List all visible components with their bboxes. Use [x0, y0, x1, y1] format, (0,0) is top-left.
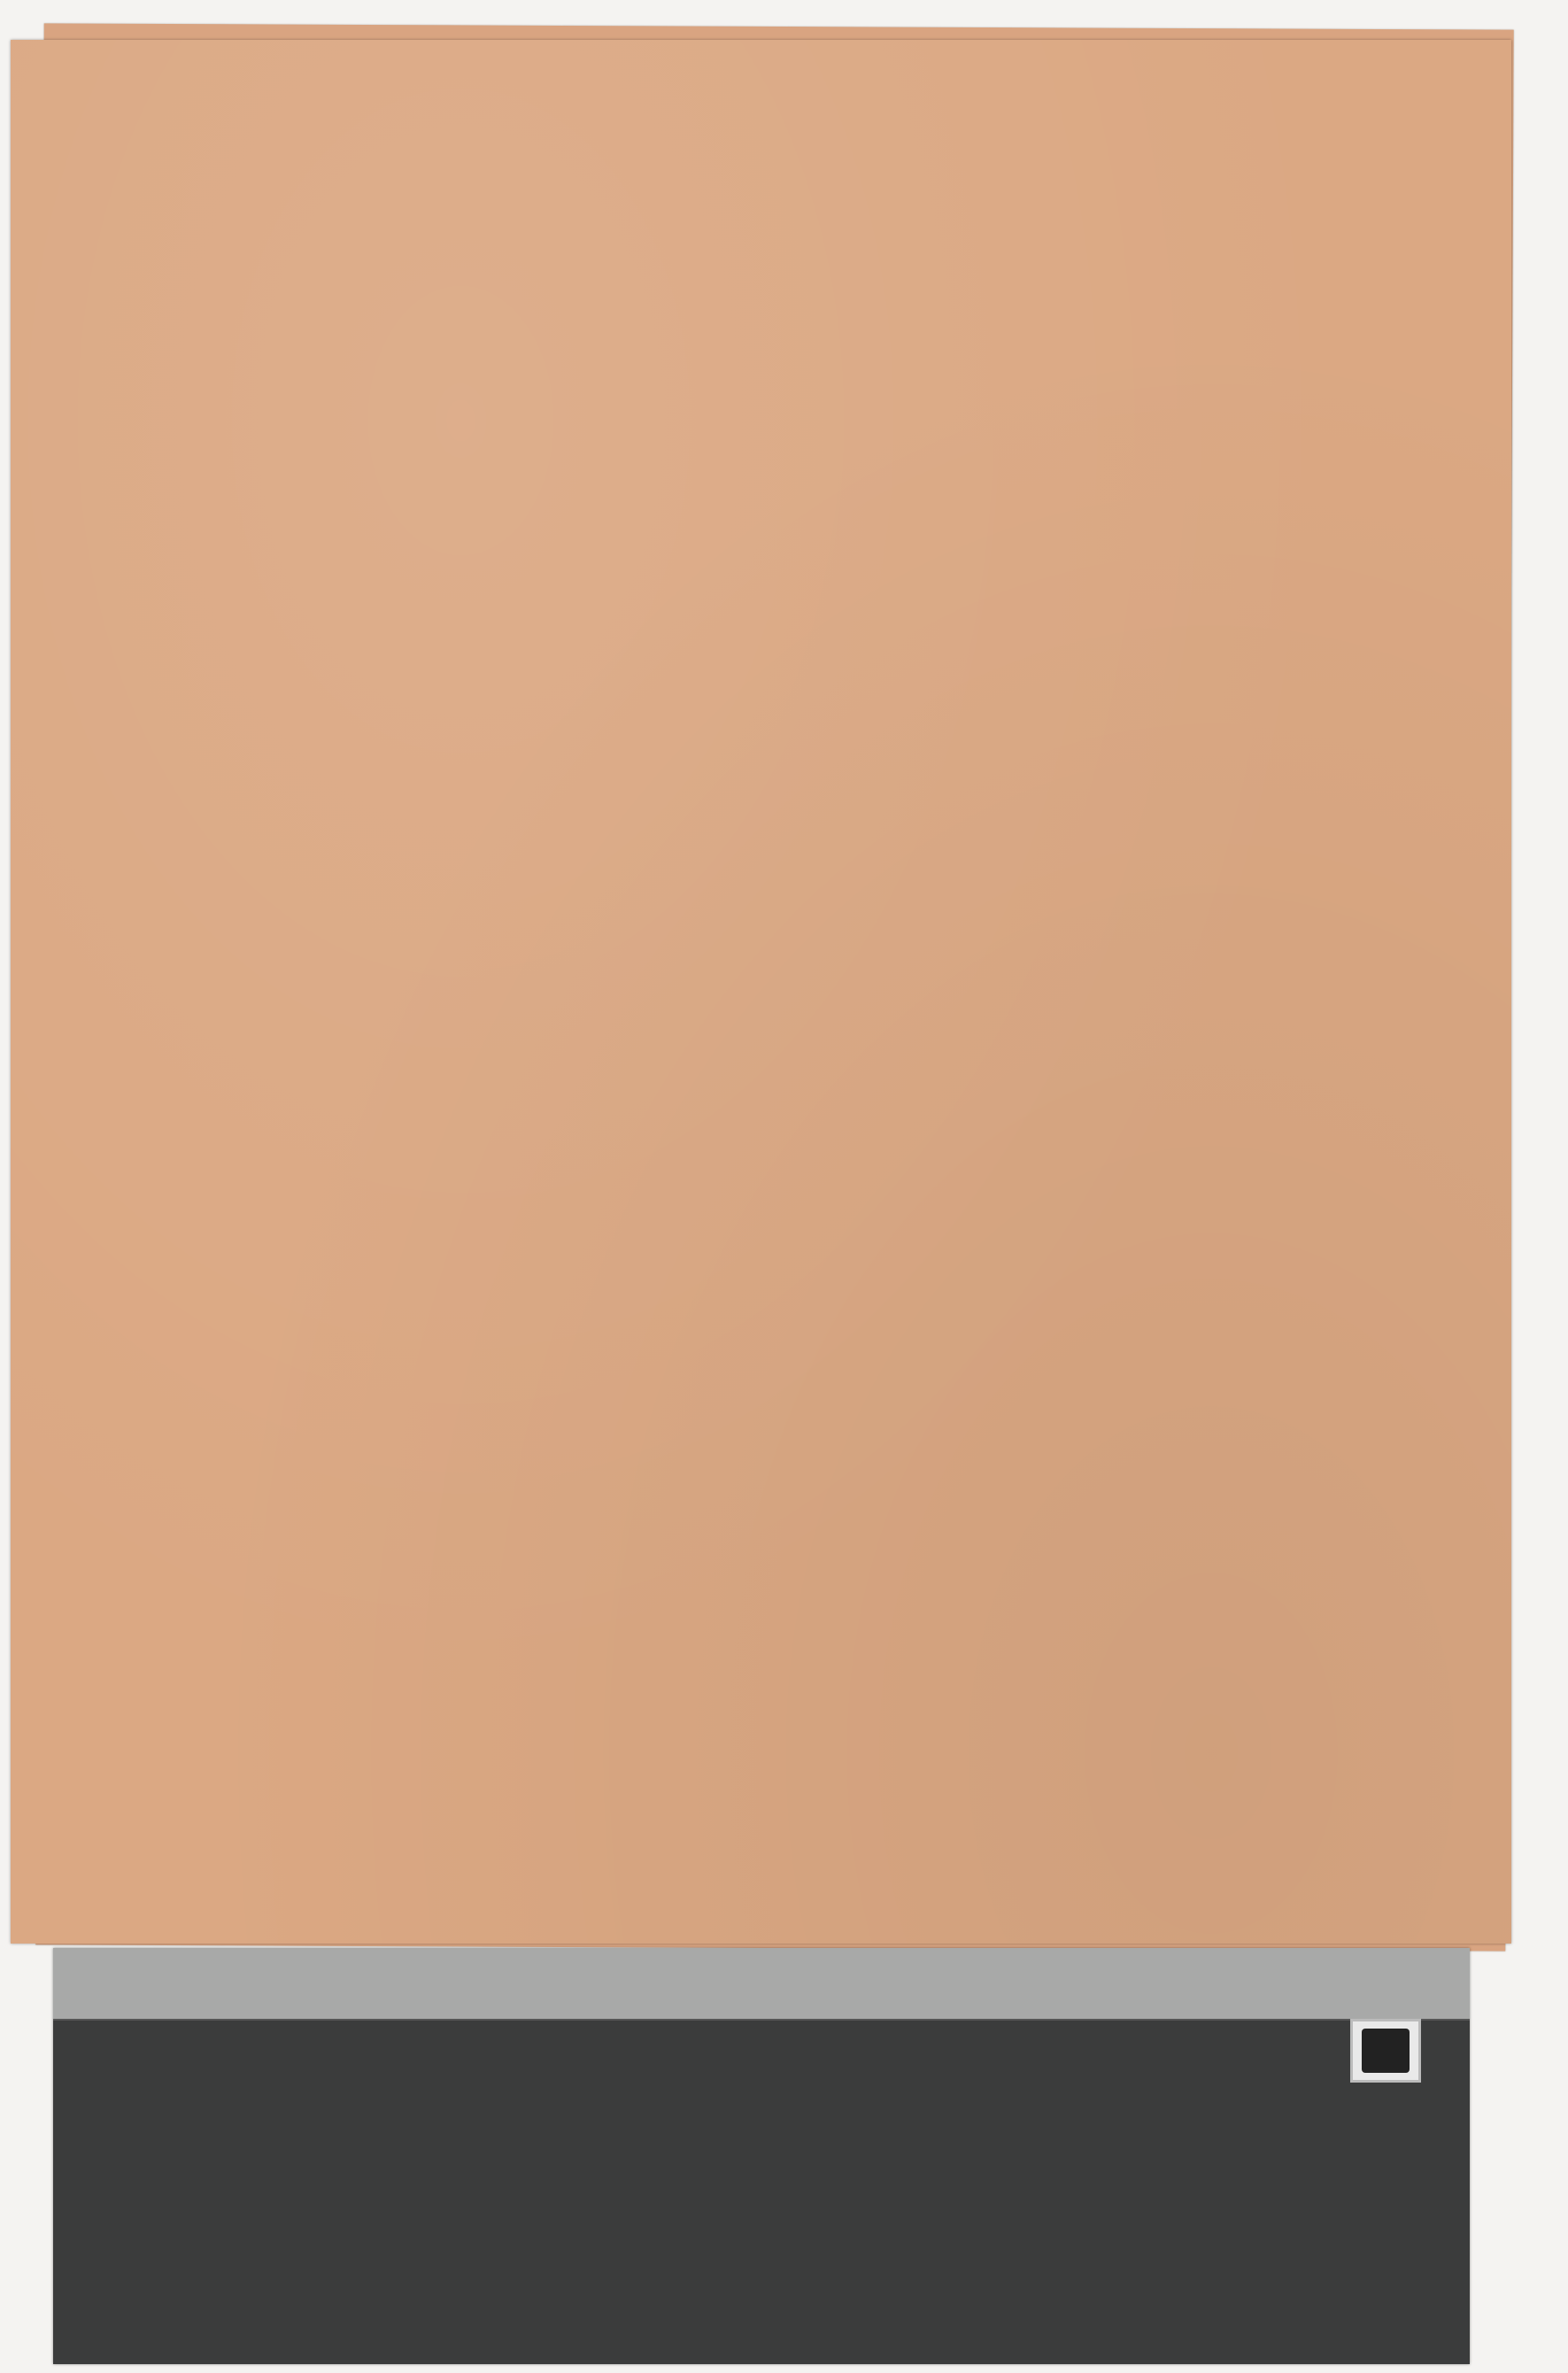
measurement-ruler [53, 1948, 1470, 2021]
kodak-color-target [53, 1948, 1470, 2364]
letter-page [11, 40, 1511, 1944]
kodak-logo-mark [1362, 2029, 1410, 2073]
kodak-logo [1350, 2019, 1421, 2083]
